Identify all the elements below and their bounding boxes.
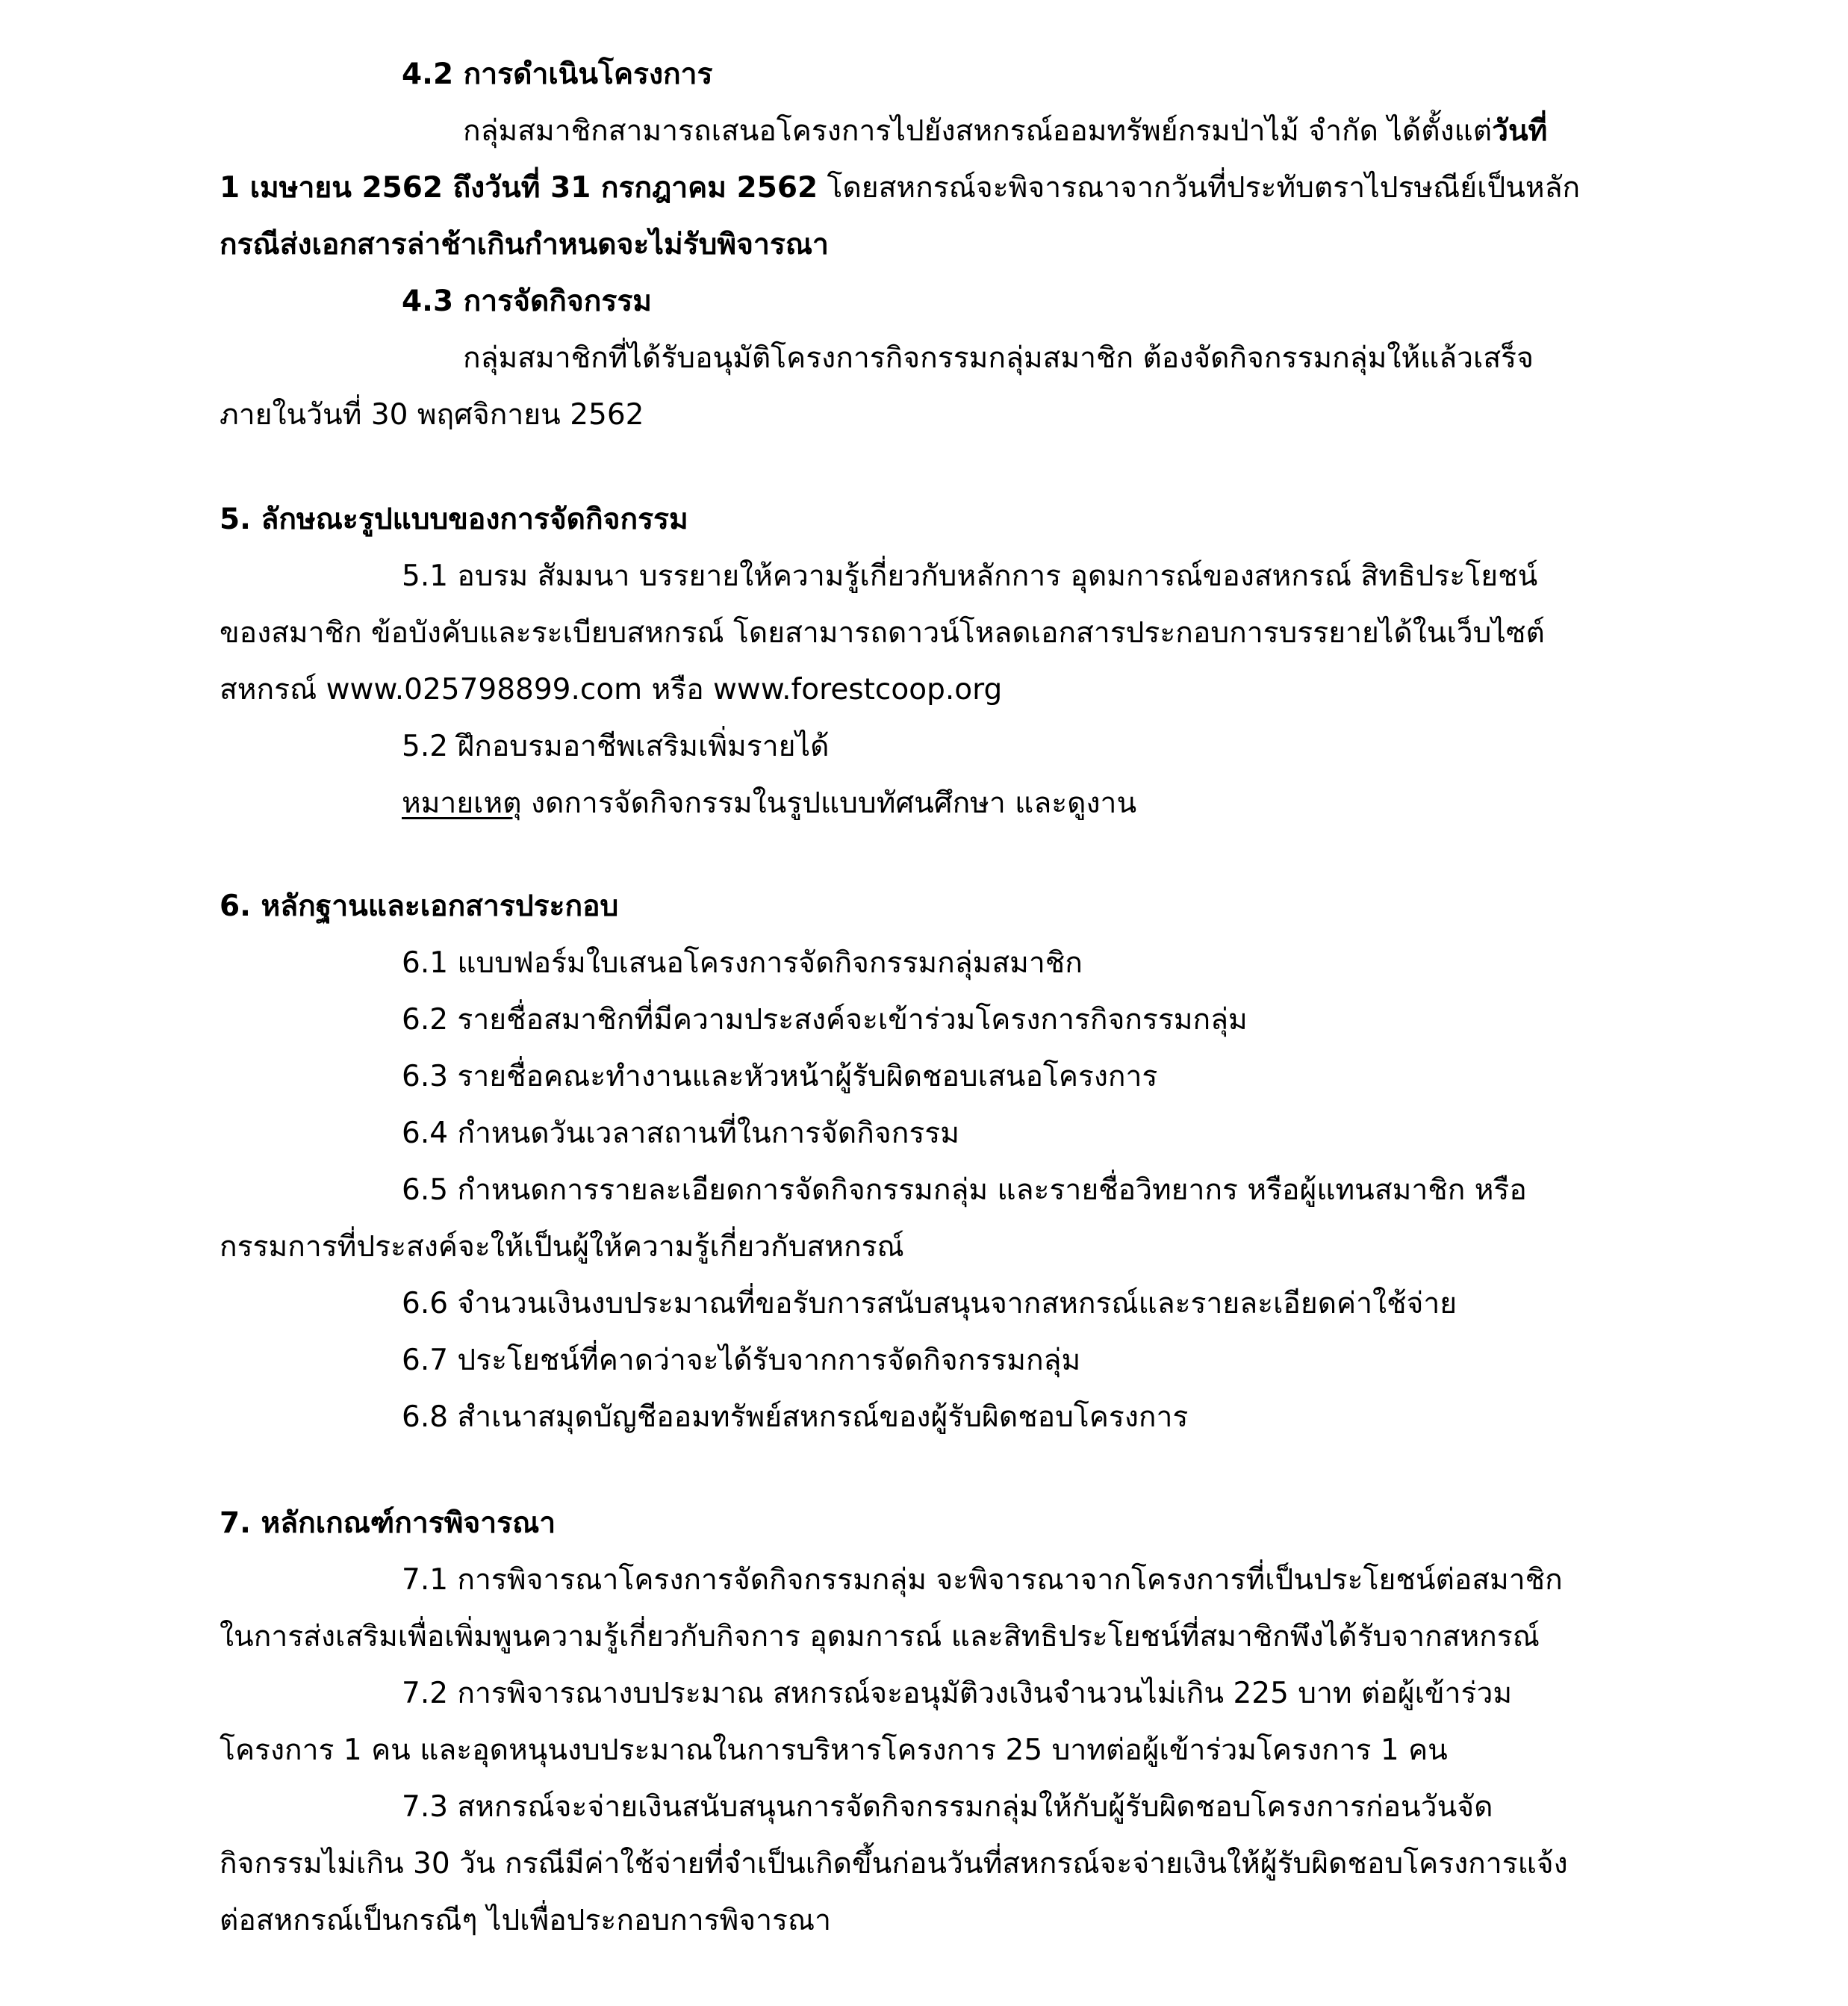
- note-label: หมายเหตุ: [402, 786, 522, 820]
- item-5-2: 5.2 ฝึกอบรมอาชีพเสริมเพิ่มรายได้: [402, 730, 830, 763]
- item-6-3: 6.3 รายชื่อคณะทำงานและหัวหน้าผู้รับผิดชอบเสนอโครงการ: [402, 1060, 1158, 1093]
- item-6-7: 6.7 ประโยชน์ที่คาดว่าจะได้รับจากการจัดกิจกรรมกลุ่ม: [402, 1344, 1081, 1377]
- item-6-2: 6.2 รายชื่อสมาชิกที่มีความประสงค์จะเข้าร่วมโครงการกิจกรรมกลุ่ม: [402, 1003, 1248, 1037]
- item-5-1-line-1: 5.1 อบรม สัมมนา บรรยายให้ความรู้เกี่ยวกับหลักการ อุดมการณ์ของสหกรณ์ สิทธิประโยชน์: [402, 559, 1538, 593]
- text-4-2-line-1: กลุ่มสมาชิกสามารถเสนอโครงการไปยังสหกรณ์ออมทรัพย์กรมป่าไม้ จำกัด ได้ตั้งแต่: [463, 114, 1493, 148]
- paragraph-4-3-line-1: กลุ่มสมาชิกที่ได้รับอนุมัติโครงการกิจกรรมกลุ่มสมาชิก ต้องจัดกิจกรรมกลุ่มให้แล้วเสร็จ: [463, 341, 1534, 375]
- item-7-1-line-2: ในการส่งเสริมเพื่อเพิ่มพูนความรู้เกี่ยวกับกิจการ อุดมการณ์ และสิทธิประโยชน์ที่สมาชิกพึงได้รับจากสหกรณ์: [220, 1620, 1540, 1653]
- heading-section-5: 5. ลักษณะรูปแบบของการจัดกิจกรรม: [220, 503, 688, 536]
- item-6-5-line-1: 6.5 กำหนดการรายละเอียดการจัดกิจกรรมกลุ่ม และรายชื่อวิทยากร หรือผู้แทนสมาชิก หรือ: [402, 1173, 1527, 1207]
- item-7-2-line-1: 7.2 การพิจารณางบประมาณ สหกรณ์จะอนุมัติวงเงินจำนวนไม่เกิน 225 บาท ต่อผู้เข้าร่วม: [402, 1677, 1513, 1710]
- note-line: [402, 786, 1137, 820]
- item-7-3-line-3: ต่อสหกรณ์เป็นกรณีๆ ไปเพื่อประกอบการพิจารณา: [220, 1904, 832, 1937]
- item-7-3-line-1: 7.3 สหกรณ์จะจ่ายเงินสนับสนุนการจัดกิจกรรมกลุ่มให้กับผู้รับผิดชอบโครงการก่อนวันจัด: [402, 1790, 1493, 1824]
- heading-4-3: 4.3 การจัดกิจกรรม: [402, 285, 652, 318]
- text-4-2-line-2: โดยสหกรณ์จะพิจารณาจากวันที่ประทับตราไปรษณีย์เป็นหลัก: [818, 171, 1581, 205]
- item-5-1-line-3: สหกรณ์ www.025798899.com หรือ www.forestcoop.org: [220, 673, 1003, 707]
- bold-4-2-line-1: วันที่: [1492, 114, 1548, 148]
- item-6-5-line-2: กรรมการที่ประสงค์จะให้เป็นผู้ให้ความรู้เกี่ยวกับสหกรณ์: [220, 1230, 904, 1264]
- heading-section-6: 6. หลักฐานและเอกสารประกอบ: [220, 889, 619, 923]
- note-text: งดการจัดกิจกรรมในรูปแบบทัศนศึกษา และดูงาน: [521, 786, 1137, 820]
- item-7-2-line-2: โครงการ 1 คน และอุดหนุนงบประมาณในการบริหารโครงการ 25 บาทต่อผู้เข้าร่วมโครงการ 1 คน: [220, 1733, 1448, 1767]
- item-7-1-line-1: 7.1 การพิจารณาโครงการจัดกิจกรรมกลุ่ม จะพิจารณาจากโครงการที่เป็นประโยชน์ต่อสมาชิก: [402, 1563, 1563, 1597]
- paragraph-4-2-line-2: [220, 171, 1581, 205]
- paragraph-4-2-line-1: [463, 114, 1548, 148]
- heading-4-2: 4.2 การดำเนินโครงการ: [402, 58, 713, 91]
- bold-4-2-line-2: 1 เมษายน 2562 ถึงวันที่ 31 กรกฎาคม 2562: [220, 171, 818, 205]
- item-7-3-line-2: กิจกรรมไม่เกิน 30 วัน กรณีมีค่าใช้จ่ายที่จำเป็นเกิดขึ้นก่อนวันที่สหกรณ์จะจ่ายเงินให้ผู้รับผิดชอบโครงการแจ้ง: [220, 1847, 1568, 1881]
- heading-section-7: 7. หลักเกณฑ์การพิจารณา: [220, 1506, 556, 1540]
- item-6-6: 6.6 จำนวนเงินงบประมาณที่ขอรับการสนับสนุนจากสหกรณ์และรายละเอียดค่าใช้จ่าย: [402, 1287, 1457, 1320]
- item-6-1: 6.1 แบบฟอร์มใบเสนอโครงการจัดกิจกรรมกลุ่มสมาชิก: [402, 946, 1083, 980]
- item-5-1-line-2: ของสมาชิก ข้อบังคับและระเบียบสหกรณ์ โดยสามารถดาวน์โหลดเอกสารประกอบการบรรยายได้ในเว็บไซต์: [220, 616, 1545, 650]
- paragraph-4-2-line-3: กรณีส่งเอกสารล่าช้าเกินกำหนดจะไม่รับพิจารณา: [220, 228, 829, 261]
- item-6-4: 6.4 กำหนดวันเวลาสถานที่ในการจัดกิจกรรม: [402, 1117, 959, 1150]
- item-6-8: 6.8 สำเนาสมุดบัญชีออมทรัพย์สหกรณ์ของผู้รับผิดชอบโครงการ: [402, 1400, 1189, 1434]
- paragraph-4-3-line-2: ภายในวันที่ 30 พฤศจิกายน 2562: [220, 398, 644, 432]
